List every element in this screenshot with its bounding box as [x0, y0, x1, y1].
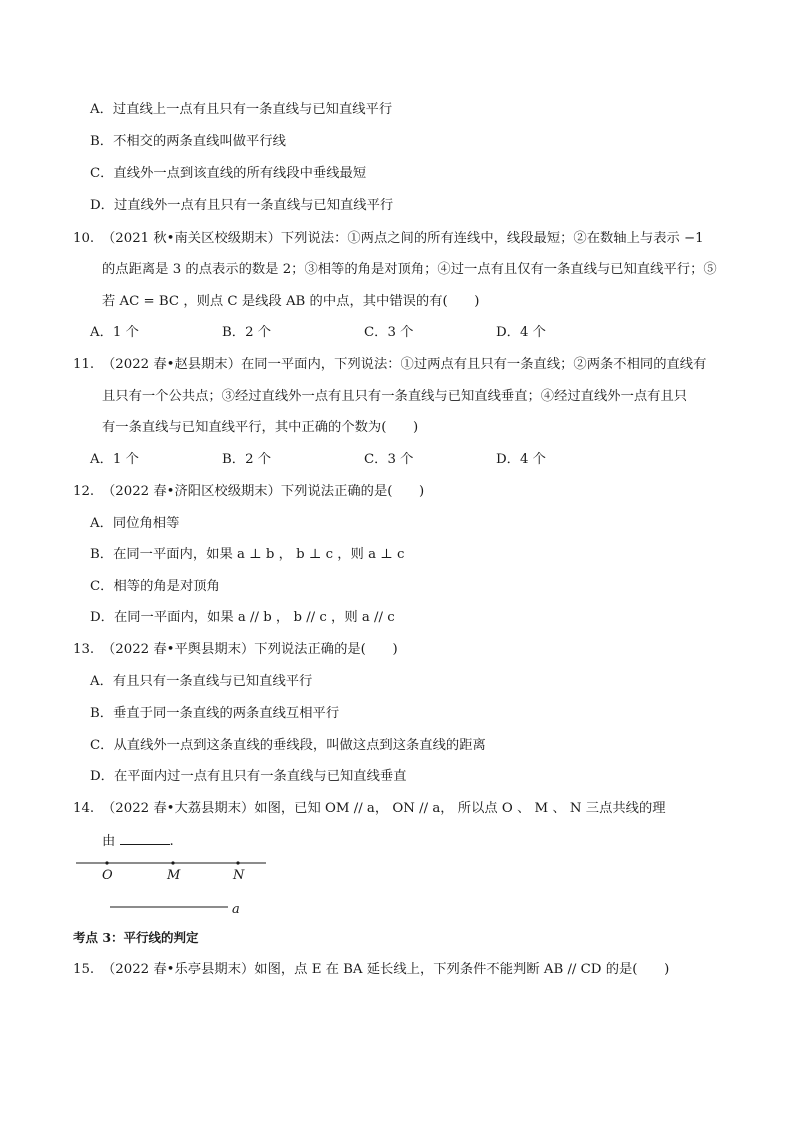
- q13-number: 13.: [73, 642, 95, 657]
- q9-option-d: D．过直线外一点有且只有一条直线与已知直线平行: [90, 198, 394, 213]
- q12-option-d: D．在同一平面内，如果 a // b ， b // c ，则 a // c: [90, 610, 395, 625]
- q11-stem-line-2: 且只有一个公共点；③经过直线外一点有且只有一条直线与已知直线垂直；④经过直线外一点有且只: [102, 389, 688, 404]
- q12-stem: （2022 春•济阳区校级期末）下列说法正确的是( ): [102, 484, 425, 499]
- label-o: O: [102, 868, 113, 883]
- q11-option-a: A．1 个: [90, 452, 139, 467]
- q13-option-a: A．有且只有一条直线与已知直线平行: [90, 674, 313, 689]
- point-o: [105, 861, 108, 864]
- q14-number: 14.: [73, 801, 95, 816]
- q12-option-c: C．相等的角是对顶角: [90, 579, 220, 594]
- q10-option-d: D．4 个: [496, 325, 546, 340]
- q10-option-c: C．3 个: [364, 325, 414, 340]
- point-m: [171, 861, 174, 864]
- label-m: M: [167, 868, 181, 883]
- q11-stem-line-3: 有一条直线与已知直线平行，其中正确的个数为( ): [102, 420, 419, 435]
- q13-stem: （2022 春•平舆县期末）下列说法正确的是( ): [102, 642, 398, 657]
- q9-option-b: B．不相交的两条直线叫做平行线: [90, 134, 286, 149]
- point-n: [236, 861, 239, 864]
- q14-line2-suffix: .: [169, 834, 174, 849]
- q10-number: 10.: [73, 231, 95, 246]
- q14-stem-line-1: （2022 春•大荔县期末）如图，已知 OM // a， ON // a， 所以点 O 、 M 、 N 三点共线的理: [102, 801, 666, 816]
- q14-figure: [72, 855, 272, 919]
- q14-line2-prefix: 由: [102, 834, 116, 849]
- q10-stem-line-3: 若 AC = BC ，则点 C 是线段 AB 的中点，其中错误的有( ): [102, 294, 480, 309]
- q11-option-b: B．2 个: [222, 452, 272, 467]
- q14-answer-blank: [120, 832, 170, 845]
- q13-option-d: D．在平面内过一点有且只有一条直线与已知直线垂直: [90, 769, 407, 784]
- q9-option-c: C．直线外一点到该直线的所有线段中垂线最短: [90, 166, 367, 181]
- q11-number: 11.: [73, 357, 95, 372]
- q12-number: 12.: [73, 484, 95, 499]
- q14-stem-line-2: [102, 832, 174, 851]
- q12-option-a: A．同位角相等: [90, 516, 180, 531]
- label-a: a: [232, 902, 240, 917]
- q12-option-b: B．在同一平面内，如果 a ⊥ b ， b ⊥ c ，则 a ⊥ c: [90, 547, 405, 562]
- q11-stem-line-1: （2022 春•赵县期末）在同一平面内，下列说法：①过两点有且只有一条直线；②两条不相同的直线有: [102, 357, 707, 372]
- section-3-title: 考点 3：平行线的判定: [73, 930, 199, 945]
- label-n: N: [233, 868, 245, 883]
- q11-option-d: D．4 个: [496, 452, 546, 467]
- q11-option-c: C．3 个: [364, 452, 414, 467]
- q10-stem-line-2: 的点距离是 3 的点表示的数是 2；③相等的角是对顶角；④过一点有且仅有一条直线与已知直线平行；⑤: [102, 262, 717, 277]
- q13-option-c: C．从直线外一点到这条直线的垂线段，叫做这点到这条直线的距离: [90, 738, 486, 753]
- q15-number: 15.: [73, 962, 95, 977]
- q15-stem: （2022 春•乐亭县期末）如图，点 E 在 BA 延长线上，下列条件不能判断 AB // CD 的是( ): [102, 962, 670, 977]
- q13-option-b: B．垂直于同一条直线的两条直线互相平行: [90, 706, 340, 721]
- q10-option-a: A．1 个: [90, 325, 139, 340]
- q9-option-a: A．过直线上一点有且只有一条直线与已知直线平行: [90, 102, 393, 117]
- q10-stem-line-1: （2021 秋•南关区校级期末）下列说法：①两点之间的所有连线中，线段最短；②在数轴上与表示 −1: [102, 231, 704, 246]
- q10-option-b: B．2 个: [222, 325, 272, 340]
